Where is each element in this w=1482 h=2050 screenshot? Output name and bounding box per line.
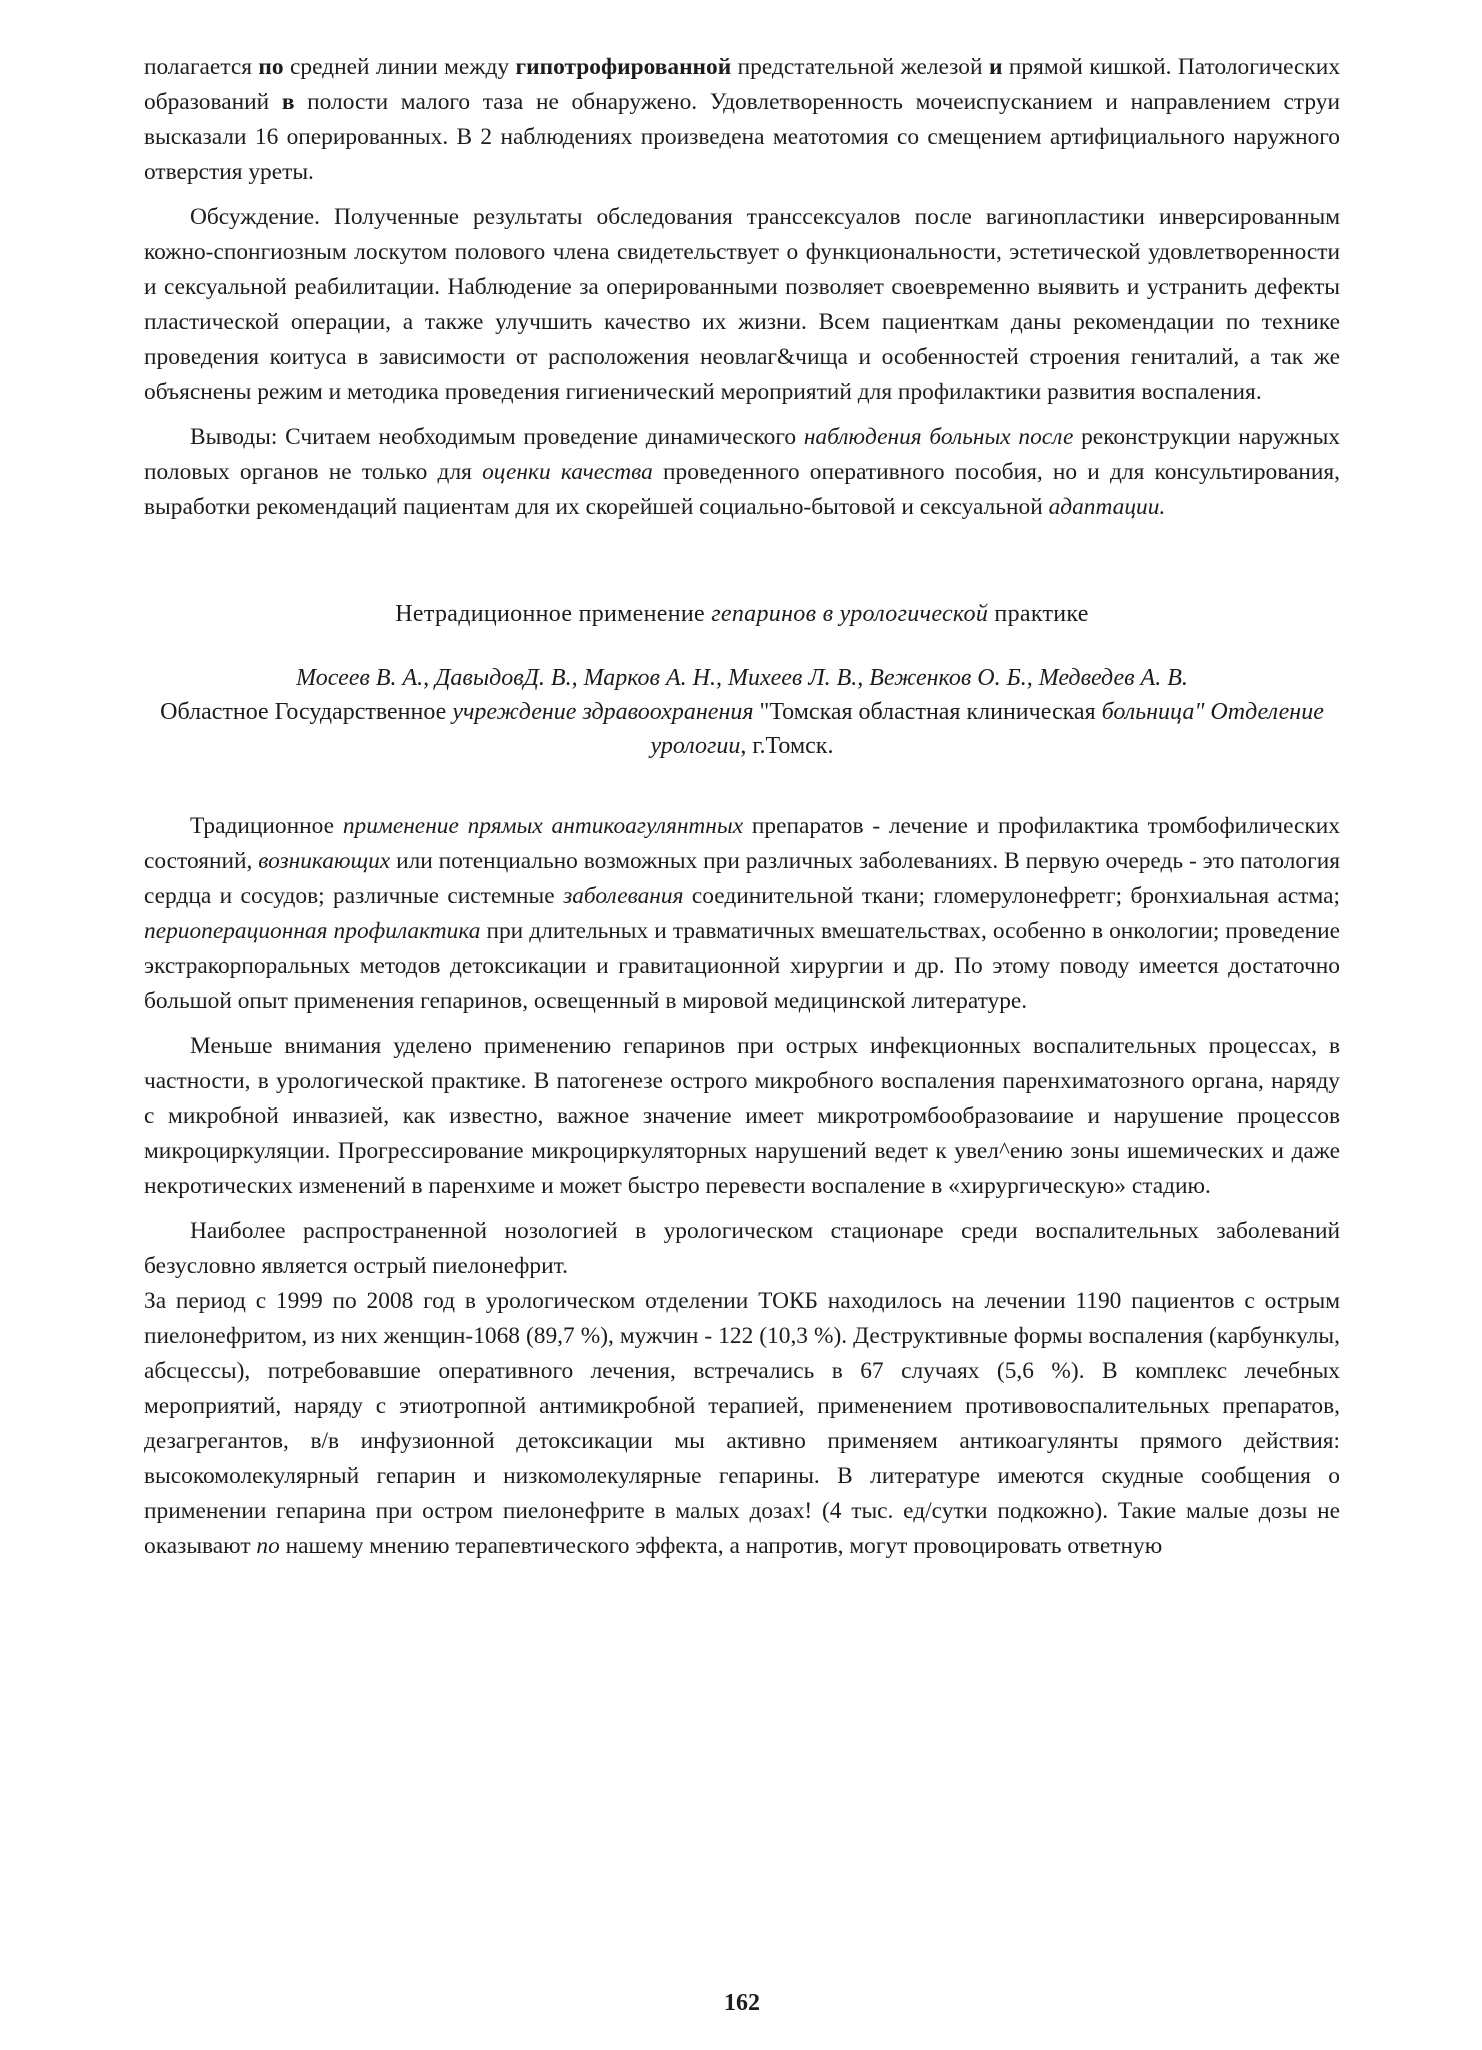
text-run: возникающих [258,848,391,874]
text-run: Нетрадиционное применение [395,601,712,627]
article-title [144,597,1340,631]
discussion-paragraph: Обсуждение. Полученные результаты обследования транссексуалов после вагинопластики инверсированным кожно-спонгиозным лоскутом полового члена свидетельствует о функциональности, эстетической удовлетворенности и сексуальной реабилитации. Наблюдение за оперированными позволяет своевременно выявить и устранить дефекты пластической операции, а также улучшить качество их жизни. Всем пациенткам даны рекомендации по технике проведения коитуса в зависимости от расположения неовлаг&чища и особенностей строения гениталий, а так же объяснены режим и методика проведения гигиенический мероприятий для профилактики развития воспаления. [144,204,1340,405]
text-run: "Томская областная клиническая [753,699,1102,725]
text-run: Традиционное [190,813,343,839]
text-run: полости малого таза не обнаружено. Удовлетворенность мочеиспусканием и направлением струи высказали 16 оперированных. В 2 наблюдениях произведена меатотомия со смещением артифициального наружного отверстия уреты. [144,89,1340,185]
intro-paragraph [144,809,1340,1019]
text-run: в [281,89,295,115]
text-run: применение прямых антикоагулянтных [342,813,744,839]
text-run: наблюдения больных после [803,424,1074,450]
text-run: при длительных и травматичных вмешательствах, особенно в онкологии; проведение экстракорпоральных методов детоксикации и гравитационной хирургии и др. По этому поводу имеется достаточно большой опыт применения гепаринов, освещенный в мировой медицинской литературе. [144,918,1340,1014]
text-run: практике [988,601,1089,627]
text-run: За период с 1999 по 2008 год в урологическом отделении ТОКБ находилось на лечении 1190 пациентов с острым пиелонефритом, из них женщин-1068 (89,7 %), мужчин - 122 (10,3 %). Деструктивные формы воспаления (карбункулы, абсцессы), потребовавшие оперативного лечения, встречались в 67 случаях (5,6 %). В комплекс лечебных мероприятий, наряду с этиотропной антимикробной терапией, применением противовоспалительных препаратов, дезагрегантов, в/в инфузионной детоксикации мы активно применяем антикоагулянты прямого действия: высокомолекулярный гепарин и низкомолекулярные гепарины. В литературе имеются скудные сообщения о применении гепарина при остром пиелонефрите в малых дозах! (4 тыс. ед/сутки подкожно). Такие малые дозы не оказывают [144,1288,1340,1559]
text-run: учреждение здравоохранения [452,699,754,725]
pathogenesis-paragraph: Меньше внимания уделено применению гепаринов при острых инфекционных воспалительных процессах, в частности, в урологической практике. В патогенезе острого микробного воспаления паренхиматозного органа, наряду с микробной инвазией, как известно, важное значение имеет микротромбообразоваиие и нарушение процессов микроциркуляции. Прогрессирование микроциркуляторных нарушений ведет к увел^ению зоны ишемических и даже некротических изменений в паренхиме и может быстро перевести воспаление в «хирургическую» стадию. [144,1033,1340,1199]
text-run: оценки качества [482,459,653,485]
text-run: больница" Отделение урологии [650,699,1324,759]
text-run: нашему мнению терапевтического эффекта, а напротив, могут провоцировать ответную [279,1533,1163,1559]
text-run: препаратов - лечение и профилактика тромбофилических состояний, [144,813,1340,874]
text-run: Областное Государственное [160,699,453,725]
text-run: адаптации. [1048,494,1166,520]
text-run: и [988,54,1003,80]
text-run: по [256,1533,280,1559]
article-affiliation [144,695,1340,763]
text-run: соединительной ткани; гломерулонефретг; бронхиальная астма; [683,883,1340,909]
text-run: прямой кишкой. Патологических образований [144,54,1341,115]
text-run: по [258,54,284,80]
text-run: предстательной железой [731,54,989,80]
text-run: гепаринов в урологической [711,601,989,627]
text-run: проведенного оперативного пособия, но и для консультирования, выработки рекомендаций пациентам для их скорейшей социально-бытовой и сексуальной [144,459,1340,520]
text-run: реконструкции наружных половых органов не только для [144,424,1340,485]
text-run: заболевания [563,883,684,909]
article-authors: Мосеев В. А., ДавыдовД. В., Марков А. Н., Михеев Л. В., Веженков О. Б., Медведев А. В. [296,665,1188,691]
text-run: Выводы: Считаем необходимым проведение динамического [190,424,804,450]
text-run: , г.Томск. [740,733,834,759]
text-run: полагается [144,54,259,80]
conclusions-paragraph [144,420,1340,525]
text-run: гипотрофированной [515,54,732,80]
clinical-data-paragraph [144,1214,1340,1564]
continued-paragraph-results [144,50,1340,190]
document-page [144,50,1340,2040]
text-run: или потенциально возможных при различных заболеваниях. В первую очередь - это патология сердца и сосудов; различные системные [144,848,1340,909]
text-run: Наиболее распространенной нозологией в урологическом стационаре среди воспалительных заболеваний безусловно является острый пиелонефрит. [144,1218,1340,1279]
page-number: 162 [724,1990,760,2016]
text-run: периоперационная профилактика [144,918,481,944]
text-run: средней линии между [283,54,516,80]
